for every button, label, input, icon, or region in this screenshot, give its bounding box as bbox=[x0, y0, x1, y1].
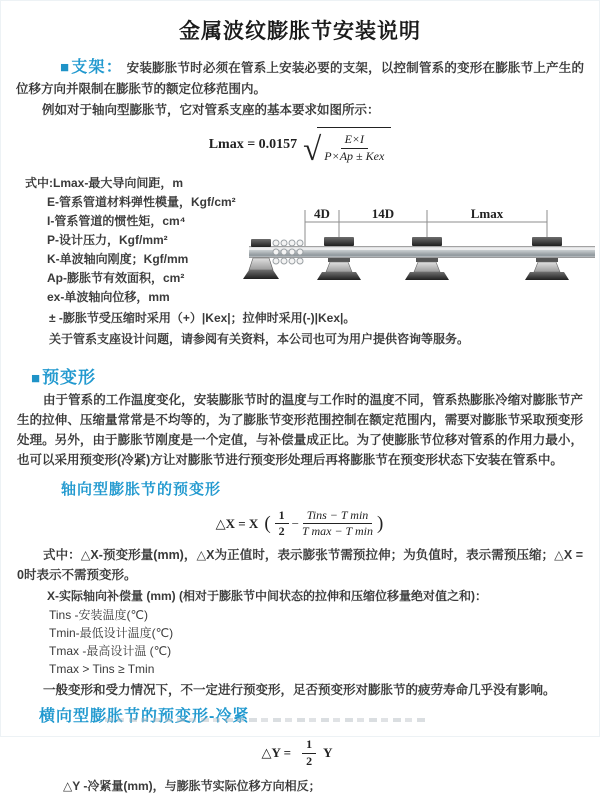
lmax-formula bbox=[1, 127, 599, 168]
variable-line: ex-单波轴向位移，mm bbox=[47, 289, 170, 304]
delta-y-formula bbox=[1, 738, 599, 769]
delta-y-lhs: △Y = bbox=[261, 745, 292, 761]
delta-y-rhs: Y bbox=[323, 745, 333, 761]
support-intro-text: 安装膨胀节时必须在管系上安装必要的支架，以控制管系的变形在膨胀节上产生的位移方向并限制在膨胀节的额定位移范围内。 bbox=[16, 61, 584, 96]
predeform-paragraph: 由于管系的工作温度变化，安装膨胀节时的温度与工作时的温度不同，管系热膨胀冷缩对膨胀节产生的拉伸、压缩量常常是不均等的，为了膨胀节变形范围控制在额定范围内，需要对膨胀节采取预变形处理。另外，由于膨胀节刚度是一个定值，与补偿量成正比。为了使膨胀节位移对管系的作用力最小，也可以采用预变形(冷紧)方让对膨胀节进行预变形处理后再将膨胀节在预变形状态下安装在管系中。 bbox=[17, 392, 583, 467]
t-definition: Tins -安装温度(℃) bbox=[49, 608, 149, 623]
lmax-fraction-numerator: E×I bbox=[341, 133, 368, 149]
delta-x-explain: 式中：△X-预变形量(mm)，△X为正值时，表示膨张节需预拉伸；为负值时，表示需预压缩；△X = 0时表示不需预变形。 bbox=[17, 548, 583, 583]
delta-x-formula bbox=[1, 509, 599, 540]
dim-label-lmax: Lmax bbox=[470, 205, 504, 221]
cut-off-text-line bbox=[105, 718, 425, 722]
variables-and-diagram bbox=[1, 174, 599, 307]
predeform-heading-label: 预变形 bbox=[42, 367, 97, 387]
temp-denominator: T max − T min bbox=[302, 524, 374, 539]
half-denominator: 2 bbox=[306, 753, 313, 768]
t-definition: Tmin-最低设计温度(℃) bbox=[49, 626, 174, 641]
variable-line: K-单波轴向刚度；Kgf/mm bbox=[47, 251, 189, 266]
open-paren: ( bbox=[264, 513, 271, 535]
guide-support-icon bbox=[405, 237, 449, 280]
support-example-line: 例如对于轴向型膨胀节，它对管系支座的基本要求如图所示： bbox=[42, 103, 380, 117]
delta-x-lhs: △X = X bbox=[215, 515, 259, 531]
dim-label-14d: 14D bbox=[371, 205, 395, 221]
pipe-support-diagram bbox=[249, 200, 595, 300]
lmax-fraction bbox=[324, 133, 384, 164]
section-bullet-square-icon: ■ bbox=[60, 59, 71, 76]
half-numerator: 1 bbox=[275, 509, 289, 525]
variable-line: P-设计压力，Kgf/mm² bbox=[47, 232, 168, 247]
support-section-heading bbox=[60, 59, 123, 76]
variable-line: Ap-膨胀节有效面积，cm² bbox=[47, 270, 185, 285]
dim-label-4d: 4D bbox=[314, 205, 330, 221]
temp-numerator: Tins − T min bbox=[303, 509, 373, 525]
service-note: 关于管系支座设计问题，请参阅有关资料，本公司也可为用户提供咨询等服务。 bbox=[49, 331, 470, 346]
lateral-subheading: 横向型膨胀节的预变形-冷紧 bbox=[39, 708, 250, 726]
close-paren: ) bbox=[377, 513, 384, 535]
variable-line: I-管系管道的惯性矩，cm⁴ bbox=[47, 213, 186, 228]
guide-support-icon bbox=[525, 237, 569, 280]
half-numerator: 1 bbox=[302, 738, 316, 754]
predeform-note: 一般变形和受力情况下，不一定进行预变形，足否预变形对膨胀节的疲劳寿命几乎没有影响。 bbox=[43, 683, 556, 698]
temperature-fraction bbox=[302, 509, 373, 540]
x-definition: X-实际轴向补偿量 (mm) (相对于膨胀节中间状态的拉伸和压缩位移量绝对值之和)： bbox=[47, 589, 487, 604]
lmax-fraction-denominator: P×Ap ± Kex bbox=[324, 148, 385, 163]
variable-line: 式中:Lmax-最大导向间距，m bbox=[25, 175, 184, 190]
t-definition: Tmax -最高设计温 (℃) bbox=[49, 644, 172, 659]
section-bullet-square-icon: ■ bbox=[31, 369, 42, 387]
y-definition: △Y -冷紧量(mm)，与膨胀节实际位移方向相反； bbox=[63, 778, 321, 793]
radical-sign: √ bbox=[303, 131, 322, 168]
minus-sign: − bbox=[291, 515, 299, 531]
sqrt-body bbox=[317, 127, 391, 164]
t-definition: Tmax > Tins ≥ Tmin bbox=[49, 662, 155, 677]
guide-support-icon bbox=[317, 237, 361, 280]
one-half-fraction bbox=[302, 738, 316, 769]
lmax-formula-lhs: Lmax = 0.0157 bbox=[208, 137, 298, 153]
sqrt-expression bbox=[303, 127, 391, 168]
predeform-section-heading bbox=[31, 363, 599, 388]
support-heading-label: 支架： bbox=[71, 59, 123, 76]
one-half-fraction bbox=[275, 509, 289, 540]
variable-line: E-管系管道材料弹性模量，Kgf/cm² bbox=[47, 194, 236, 209]
support-section-paragraph bbox=[16, 57, 584, 100]
axial-subheading: 轴向型膨胀节的预变形 bbox=[61, 480, 222, 498]
half-denominator: 2 bbox=[278, 524, 285, 539]
page-title: 金属波纹膨胀节安装说明 bbox=[179, 20, 421, 43]
plus-minus-note: ± -膨胀节受压缩时采用（+）|Kex|；拉伸时采用(-)|Kex|。 bbox=[49, 310, 356, 325]
